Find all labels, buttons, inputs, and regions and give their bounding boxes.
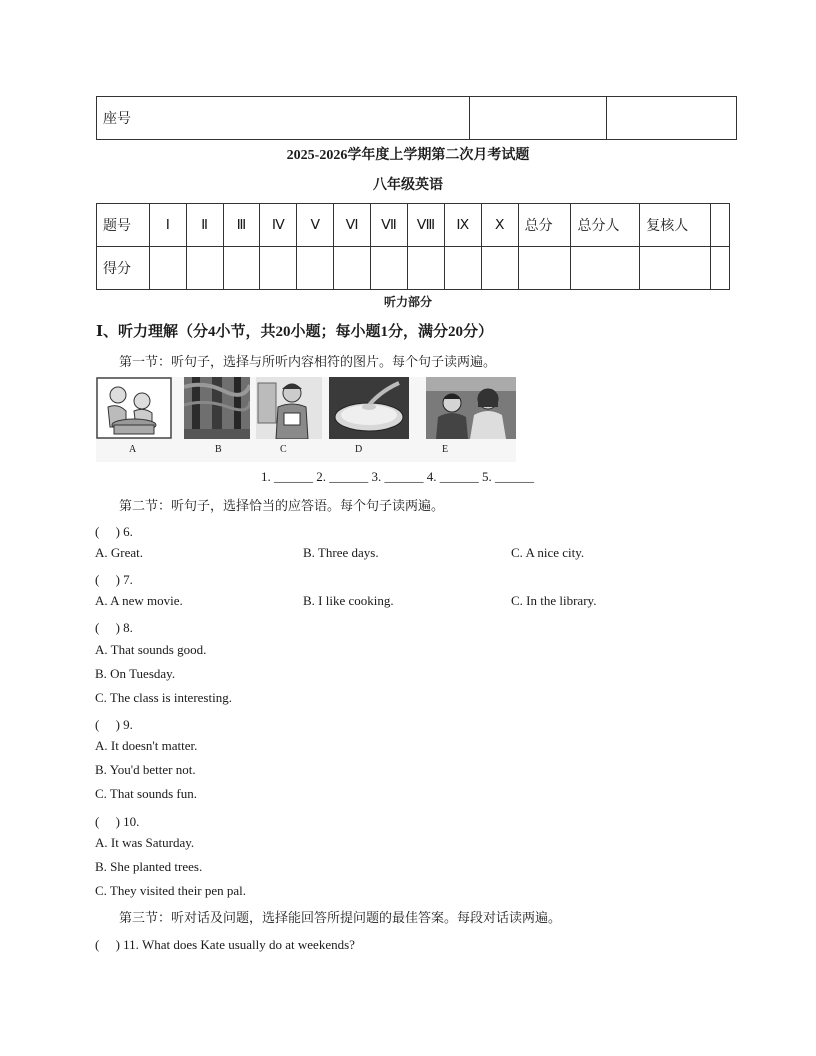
col-roman-7: Ⅶ [371,204,408,247]
question-7-option-b: B. I like cooking. [303,593,394,608]
col-roman-8: Ⅷ [407,204,444,247]
score-cell[interactable] [371,247,408,290]
question-7-option-c: C. In the library. [511,593,597,608]
question-8-option-a: A. That sounds good. [95,642,207,657]
question-7-option-a: A. A new movie. [95,593,183,608]
score-cell[interactable] [518,247,571,290]
total-header: 总分 [518,204,571,247]
exam-title: 2025-2026学年度上学期第二次月考试题 [286,148,530,163]
score-cell[interactable] [571,247,640,290]
question-11-stem[interactable]: ( ) 11. What does Kate usually do at weekends? [95,937,355,952]
score-cell[interactable] [186,247,223,290]
col-roman-5: Ⅴ [297,204,334,247]
picture-b [184,377,250,439]
picture-answer-blanks[interactable]: 1. ______ 2. ______ 3. ______ 4. ______ 5. ______ [261,469,534,484]
question-9-option-b: B. You'd better not. [95,762,196,777]
section-1-heading: Ⅰ、听力理解（分4小节，共20小题；每小题1分，满分20分） [96,324,494,340]
part-3-instruction: 第三节：听对话及问题，选择能回答所提问题的最佳答案。每段对话读两遍。 [119,910,562,925]
part-1-instruction: 第一节：听句子，选择与所听内容相符的图片。每个句子读两遍。 [119,354,497,369]
listening-part-label: 听力部分 [383,295,432,309]
question-7-stem[interactable]: ( ) 7. [95,572,133,587]
question-6-stem[interactable]: ( ) 6. [95,524,133,539]
col-roman-1: Ⅰ [149,204,186,247]
score-table-header-row [97,204,730,247]
score-table-score-row [97,247,730,290]
question-6-option-a: A. Great. [95,545,144,560]
col-roman-4: Ⅳ [260,204,297,247]
col-roman-3: Ⅲ [223,204,260,247]
score-cell[interactable] [640,247,711,290]
picture-e-label: E [442,444,449,455]
question-9-stem[interactable]: ( ) 9. [95,717,133,732]
col-roman-9: Ⅸ [444,204,481,247]
question-9-option-c: C. That sounds fun. [95,786,197,801]
picture-e [426,377,516,439]
extra-cell [711,204,730,247]
picture-d [329,377,409,439]
col-roman-2: Ⅱ [186,204,223,247]
scorer-header: 总分人 [571,204,640,247]
question-8-option-b: B. On Tuesday. [95,666,176,681]
score-cell[interactable] [149,247,186,290]
picture-c-label: C [280,444,287,455]
subject-title: 八年级英语 [373,178,443,193]
part-2-instruction: 第二节：听句子，选择恰当的应答语。每个句子读两遍。 [119,498,445,513]
question-number-header: 题号 [97,204,150,247]
score-cell[interactable] [260,247,297,290]
picture-a-label: A [129,444,137,455]
picture-d-label: D [355,444,363,455]
seat-blank-1[interactable] [470,97,607,140]
question-10-option-c: C. They visited their pen pal. [95,883,247,898]
score-cell[interactable] [407,247,444,290]
question-9-option-a: A. It doesn't matter. [95,738,198,753]
seat-number-table [96,96,737,140]
score-cell[interactable] [297,247,334,290]
score-table [96,203,730,290]
seat-label: 座号 [97,97,470,140]
picture-b-label: B [215,444,222,455]
question-6-option-b: B. Three days. [303,545,379,560]
question-10-option-a: A. It was Saturday. [95,835,195,850]
listening-pictures [96,377,516,462]
score-cell[interactable] [334,247,371,290]
score-cell[interactable] [444,247,481,290]
picture-c [256,377,322,439]
question-10-option-b: B. She planted trees. [95,859,203,874]
col-roman-6: Ⅵ [334,204,371,247]
picture-a [96,377,172,439]
col-roman-10: Ⅹ [481,204,518,247]
question-10-stem[interactable]: ( ) 10. [95,814,140,829]
question-8-stem[interactable]: ( ) 8. [95,620,133,635]
question-8-option-c: C. The class is interesting. [95,690,232,705]
reviewer-header: 复核人 [640,204,711,247]
seat-blank-2[interactable] [607,97,737,140]
score-cell[interactable] [711,247,730,290]
score-row-header: 得分 [97,247,150,290]
score-cell[interactable] [481,247,518,290]
score-cell[interactable] [223,247,260,290]
question-6-option-c: C. A nice city. [511,545,585,560]
